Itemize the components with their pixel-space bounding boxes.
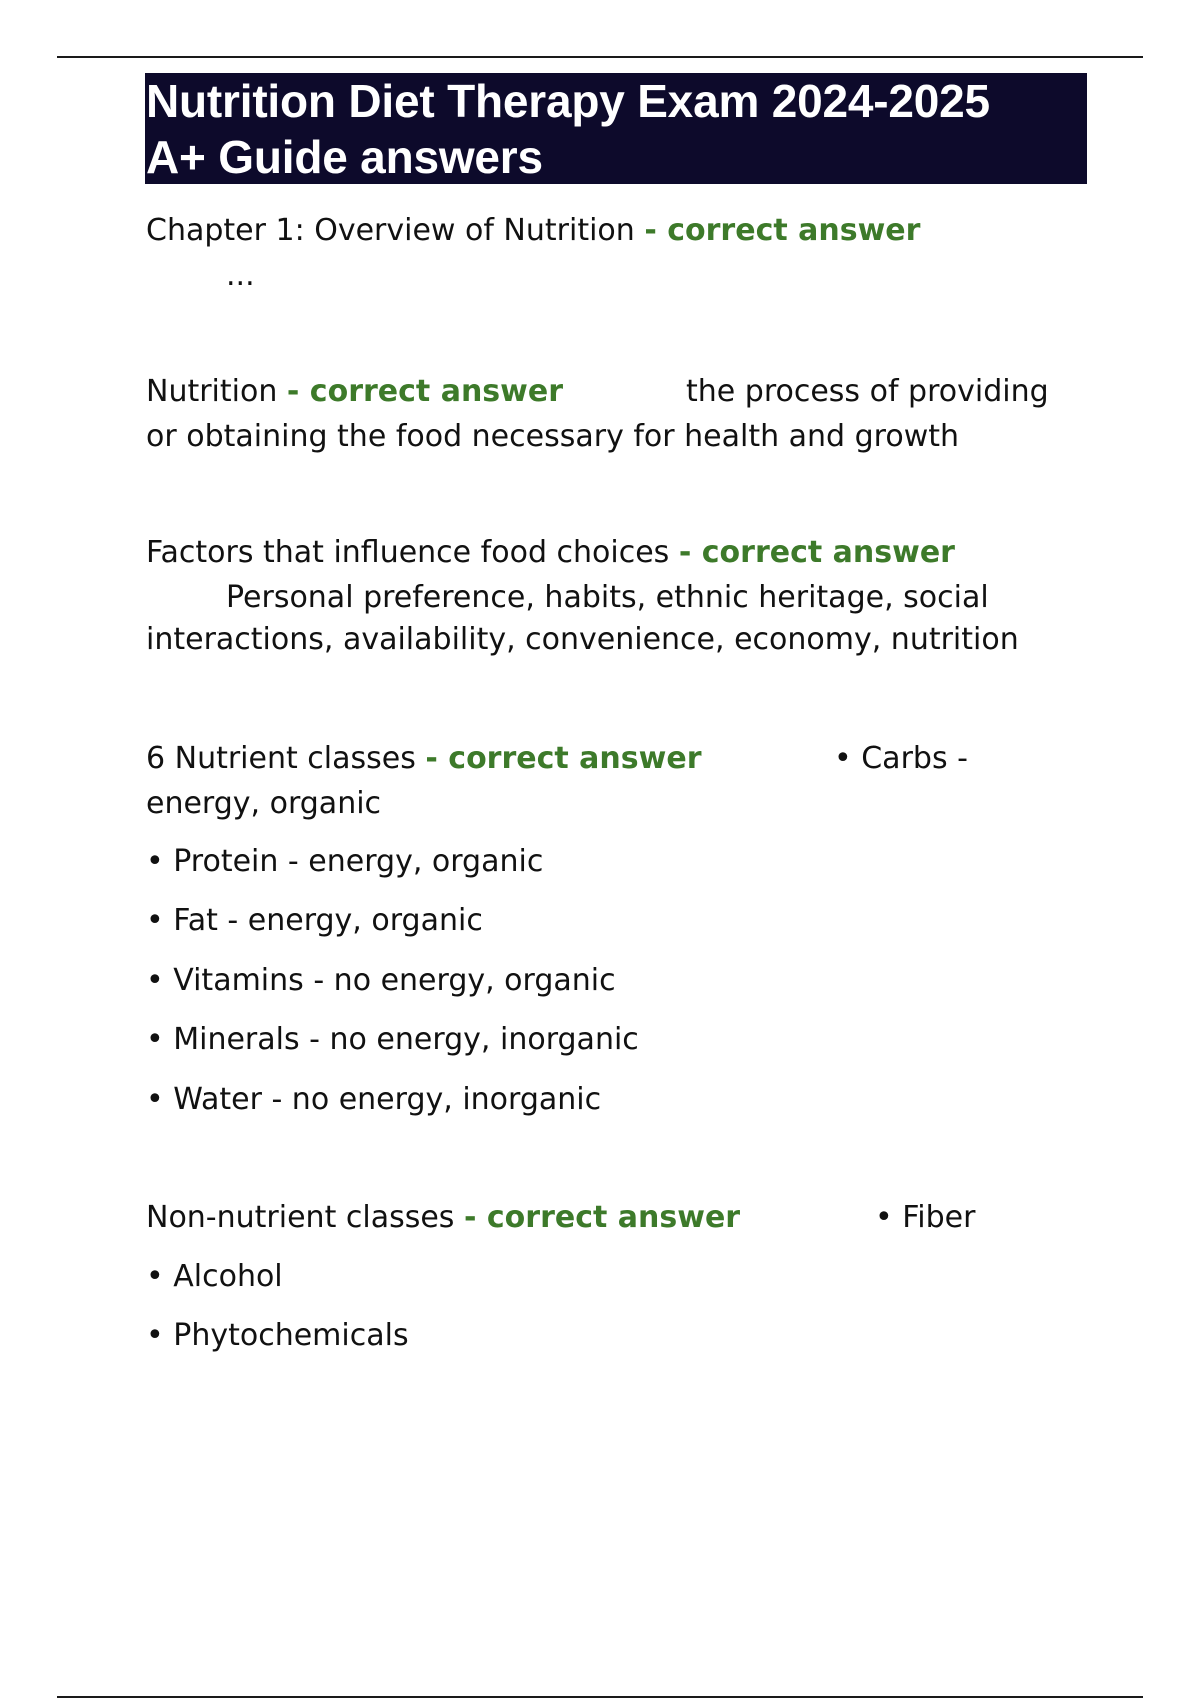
bottom-rule bbox=[57, 1696, 1143, 1698]
list-item: • Vitamins - no energy, organic bbox=[146, 963, 616, 998]
correct-answer-marker: - correct answer bbox=[286, 374, 564, 409]
list-item: • Alcohol bbox=[146, 1259, 283, 1294]
entry-nutrition bbox=[146, 374, 563, 410]
document-title bbox=[145, 73, 1087, 185]
entry-factors bbox=[146, 535, 955, 571]
question-text: Non-nutrient classes bbox=[146, 1200, 455, 1235]
answer-text: • Fiber bbox=[875, 1200, 976, 1235]
list-item: • Minerals - no energy, inorganic bbox=[146, 1022, 639, 1057]
list-item: • Phytochemicals bbox=[146, 1318, 409, 1353]
answer-text: • Carbs - bbox=[834, 741, 968, 776]
answer-text: interactions, availability, convenience, economy, nutrition bbox=[146, 622, 1019, 657]
correct-answer-marker: - correct answer bbox=[463, 1200, 741, 1235]
correct-answer-marker: - correct answer bbox=[644, 213, 921, 248]
title-line-2: A+ Guide answers bbox=[146, 131, 543, 183]
list-item: • Protein - energy, organic bbox=[146, 844, 544, 879]
top-rule bbox=[57, 56, 1143, 58]
entry-non-nutrient-classes bbox=[146, 1200, 740, 1236]
correct-answer-marker: - correct answer bbox=[678, 535, 955, 570]
entry-chapter-1 bbox=[146, 213, 920, 249]
question-text: 6 Nutrient classes bbox=[146, 741, 416, 776]
answer-text: ... bbox=[226, 258, 255, 293]
title-line-1: Nutrition Diet Therapy Exam 2024-2025 bbox=[146, 75, 990, 127]
answer-text: the process of providing bbox=[686, 374, 1049, 409]
list-item: • Water - no energy, inorganic bbox=[146, 1082, 602, 1117]
question-text: Nutrition bbox=[146, 374, 278, 409]
entry-nutrient-classes bbox=[146, 741, 702, 777]
title-banner bbox=[145, 73, 1087, 184]
list-item: • Fat - energy, organic bbox=[146, 903, 483, 938]
answer-text: Personal preference, habits, ethnic heritage, social bbox=[226, 580, 989, 615]
correct-answer-marker: - correct answer bbox=[425, 741, 702, 776]
answer-text: or obtaining the food necessary for health and growth bbox=[146, 419, 960, 454]
question-text: Chapter 1: Overview of Nutrition bbox=[146, 213, 635, 248]
answer-text: energy, organic bbox=[146, 786, 382, 821]
question-text: Factors that influence food choices bbox=[146, 535, 670, 570]
